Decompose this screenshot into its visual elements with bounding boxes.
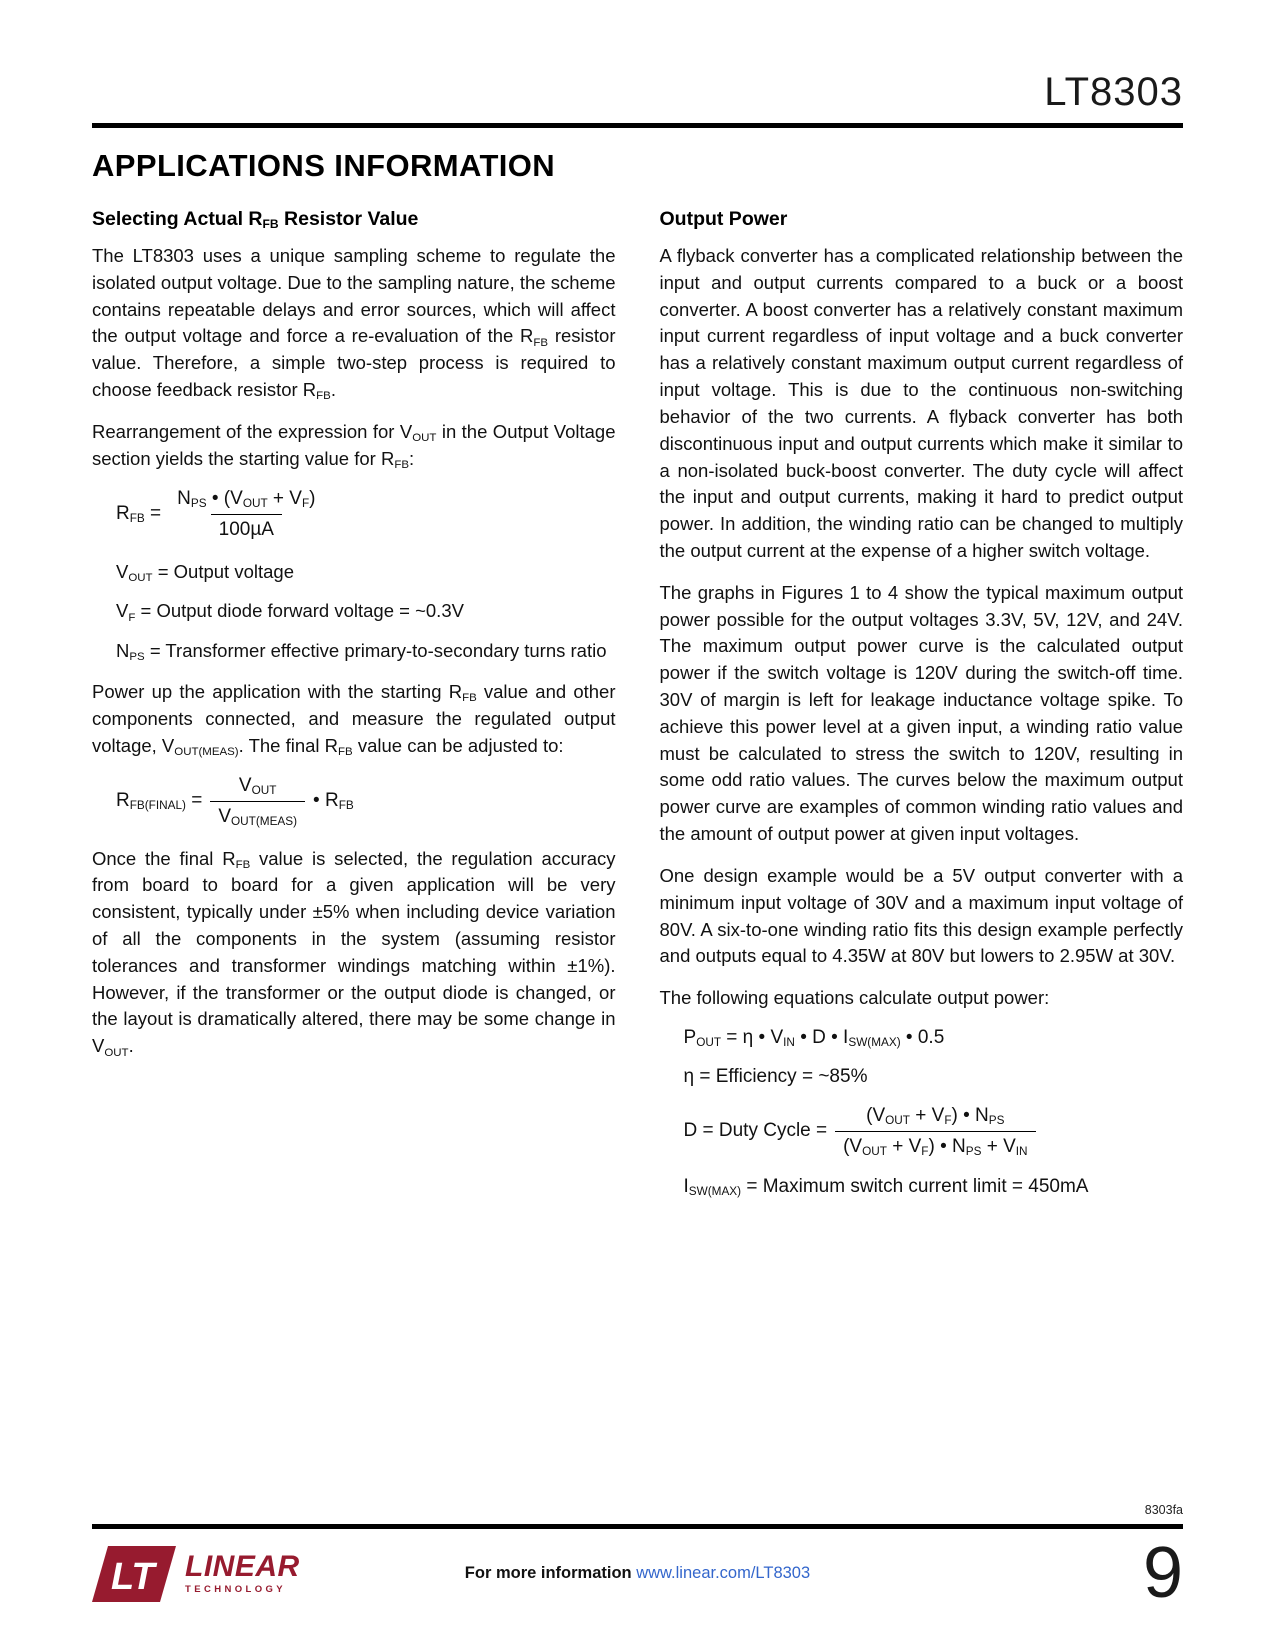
- paragraph: Power up the application with the starting $R_{FB}$ value and other components connected, and measure the regulated output voltage, $V_{OUT(MEAS)}$. The final $R_{FB}$ value can be adjusted to:: [92, 681, 616, 758]
- footer-info: [387, 1564, 888, 1583]
- paragraph: The following equations calculate output power:: [659, 987, 1050, 1009]
- denominator: 100µA: [211, 514, 282, 541]
- definitions-list: [116, 559, 616, 665]
- linear-technology-logo: [92, 1543, 387, 1605]
- equation-pout: $P_{OUT} = \eta$ • $V_{IN}$ • D • $I_{SW(MAX)}$ • 0.5: [683, 1026, 945, 1050]
- equation-rhs: • $R_{FB}$: [313, 790, 354, 813]
- paragraph: A flyback converter has a complicated relationship between the input and output currents compared to a buck or a boost converter. A boost converter has a relatively constant maximum input current regardless of input voltage and a buck converter has a relatively constant maximum output current regardless of input voltage. This is due to the continuous non-switching behavior of the two currents. A flyback converter has both discontinuous input and output currents which make it similar to a non-isolated buck-boost converter. The duty cycle will affect the input and output currents, making it hard to predict output power. In addition, the winding ratio can be changed to multiply the output current at the expense of a higher switch voltage.: [659, 245, 1183, 561]
- brand-name: LINEAR: [185, 1550, 300, 1584]
- fraction: [210, 775, 305, 828]
- denominator: $V_{OUT(MEAS)}$: [210, 801, 305, 828]
- section-heading-rfb: Selecting Actual $R_{FB}$ Resistor Value: [92, 208, 419, 232]
- equation-lhs: $R_{FB(FINAL)}$ =: [116, 790, 203, 813]
- fraction: [169, 488, 323, 541]
- right-column: [660, 198, 1184, 1215]
- page-number: 9: [1142, 1533, 1183, 1614]
- equation-rfb-start: [116, 488, 616, 541]
- equation-rfb-final: [116, 775, 616, 828]
- lt-logo-mark: [92, 1543, 176, 1605]
- fraction: [835, 1105, 1035, 1158]
- brand-text: [185, 1552, 300, 1595]
- equation-duty-cycle: [684, 1105, 1184, 1158]
- equation-lhs: D = Duty Cycle =: [683, 1120, 828, 1142]
- doc-code: 8303fa: [1144, 1503, 1183, 1518]
- definition-vf: $V_F$ = Output diode forward voltage = ~0.3V: [116, 600, 464, 624]
- page-title: APPLICATIONS INFORMATION: [92, 148, 556, 183]
- page-header: [0, 0, 1275, 128]
- equation-lhs: $R_{FB}$ =: [116, 503, 162, 526]
- denominator: $(V_{OUT} + V_F)$ • $N_{PS} + V_{IN}$: [835, 1131, 1035, 1158]
- section-heading-output-power: Output Power: [659, 208, 788, 230]
- definition-vout: $V_{OUT}$ = Output voltage: [116, 560, 294, 584]
- paragraph: One design example would be a 5V output converter with a minimum input voltage of 30V and a maximum input voltage of 80V. A six-to-one winding ratio fits this design example perfectly and outputs equal to 4.35W at 80V but lowers to 2.95W at 30V.: [659, 864, 1183, 967]
- brand-subtitle: TECHNOLOGY: [185, 1584, 287, 1596]
- footer-row: [92, 1533, 1183, 1614]
- part-number: LT8303: [1044, 70, 1183, 114]
- equation-efficiency: η = Efficiency = ~85%: [683, 1065, 868, 1087]
- paragraph: Rearrangement of the expression for $V_{OUT}$ in the Output Voltage section yields the starting value for $R_{FB}$:: [92, 420, 616, 471]
- paragraph: The graphs in Figures 1 to 4 show the typical maximum output power possible for the output voltages 3.3V, 5V, 12V, and 24V. The maximum output power curve is the calculated output power if the switch voltage is 120V during the switch-off time. 30V of margin is left for leakage inductance voltage spike. To achieve this power level at a given input, a winding ratio value must be calculated to stress the switch to 120V, resulting in some odd ratio values. The curves below the maximum output power curve are examples of common winding ratio values and the amount of output power at given input voltages.: [659, 581, 1183, 845]
- definition-nps: $N_{PS}$ = Transformer effective primary-to-secondary turns ratio: [116, 640, 607, 664]
- paragraph: Once the final $R_{FB}$ value is selected, the regulation accuracy from board to board for a given application will be very consistent, typically under ±5% when including device variation of all the components in the system (assuming resistor tolerances and transformer windings matching within ±1%). However, if the transformer or the output diode is changed, or the layout is dramatically altered, there may be some change in $V_{OUT}$.: [92, 847, 616, 1059]
- content-columns: [92, 198, 1183, 1215]
- left-column: [92, 198, 616, 1215]
- page-footer: [0, 1503, 1275, 1614]
- equation-isw-max: $I_{SW(MAX)}$ = Maximum switch current limit = 450mA: [683, 1175, 1089, 1199]
- numerator: $N_{PS}$ • $(V_{OUT} + V_F)$: [177, 487, 316, 510]
- numerator: $V_{OUT}$: [238, 774, 277, 797]
- numerator: $(V_{OUT} + V_F)$ • $N_{PS}$: [866, 1104, 1005, 1128]
- footer-link[interactable]: www.linear.com/LT8303: [636, 1564, 811, 1583]
- footer-rule: [92, 1524, 1183, 1529]
- header-rule: [92, 123, 1183, 128]
- paragraph: The LT8303 uses a unique sampling scheme to regulate the isolated output voltage. Due to the sampling nature, the scheme contains repeatable delays and error sources, which will affect the output voltage and force a re-evaluation of the $R_{FB}$ resistor value. Therefore, a simple two-step process is required to choose feedback resistor $R_{FB}$.: [92, 245, 616, 403]
- logo-lt-text: LT: [111, 1555, 155, 1598]
- footer-info-text: For more information: [464, 1564, 637, 1583]
